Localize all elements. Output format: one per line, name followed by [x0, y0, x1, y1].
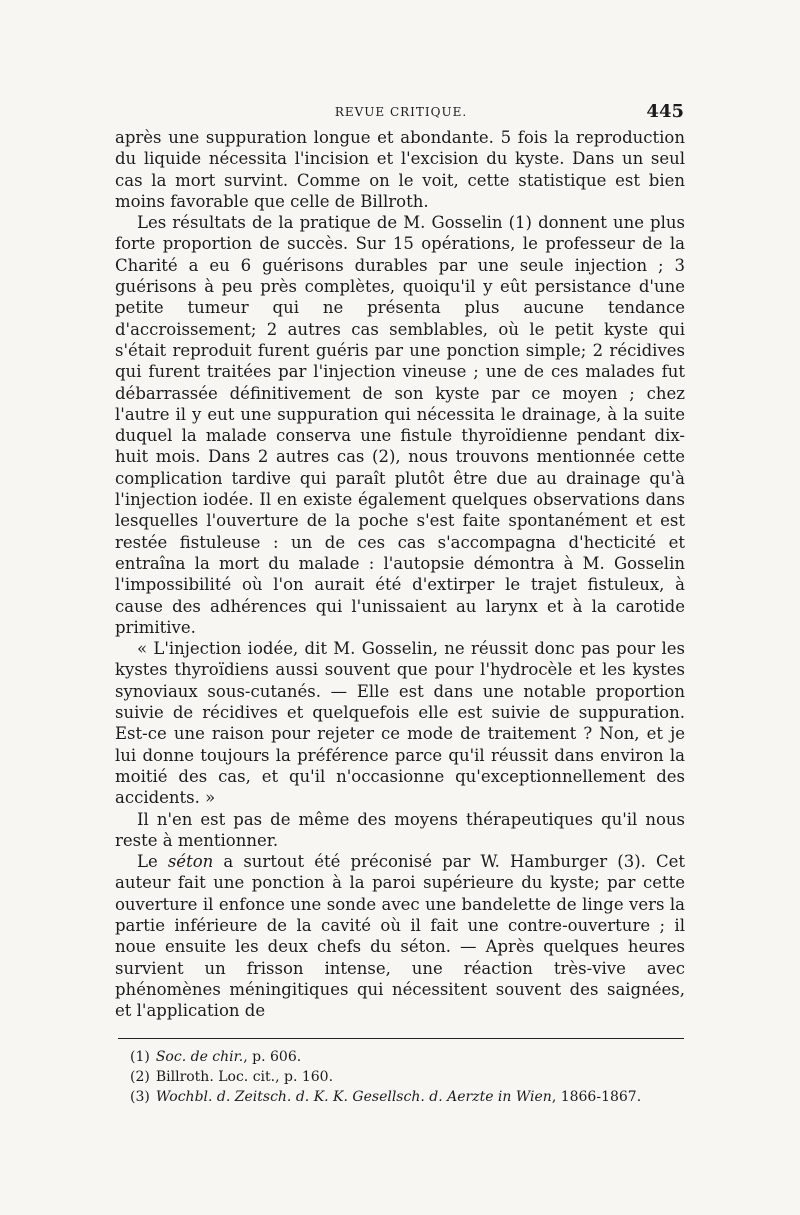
footnote-citation: Billroth. Loc. cit., p. 160.: [155, 1069, 334, 1085]
page-number: 445: [646, 101, 684, 122]
footnote-number: (1): [130, 1049, 150, 1065]
footnotes: [130, 1047, 686, 1107]
footnote-number: (2): [130, 1069, 150, 1085]
page-header: [118, 101, 684, 125]
paragraph: après une suppuration longue et abondante. 5 fois la reproduction du liquide nécessita l'incision et l'excision du kyste. Dans un seul cas la mort survint. Comme on le voit, cette statistique est bien moins favorable que celle de Billroth.: [115, 128, 685, 211]
footnote-citation-rest: , 1866-1867.: [551, 1089, 642, 1105]
italic-term: séton: [167, 852, 214, 872]
footnote-number: (3): [130, 1089, 150, 1105]
footnote-citation-rest: , p. 606.: [243, 1049, 302, 1065]
footnote-1: [130, 1047, 686, 1067]
running-head: REVUE CRITIQUE.: [334, 105, 468, 119]
footnote-2: [130, 1067, 686, 1087]
footnote-citation-italic: Soc. de chir.: [155, 1049, 244, 1065]
paragraph: [115, 851, 685, 1021]
paragraph: Il n'en est pas de même des moyens thérapeutiques qu'il nous reste à mentionner.: [115, 809, 685, 850]
paragraph: Les résultats de la pratique de M. Gosselin (1) donnent une plus forte proportion de succès. Sur 15 opérations, le professeur de la Charité a eu 6 guérisons durables par une seule injection ; 3 guérisons à peu près complètes, quoiqu'il y eût persistance d'une petite tumeur qui ne présenta plus aucune tendance d'accroissement; 2 autres cas semblables, où le petit kyste qui s'était reproduit furent guéris par une ponction simple; 2 récidives qui furent traitées par l'injection vineuse ; une de ces malades fut débarrassée définitivement de son kyste par ce moyen ; chez l'autre il y eut une suppuration qui nécessita le drainage, à la suite duquel la malade conserva une fistule thyroïdienne pendant dix-huit mois. Dans 2 autres cas (2), nous trouvons mentionnée cette complication tardive qui paraît plutôt être due au drainage qu'à l'injection iodée. Il en existe également quelques observations dans lesquelles l'ouverture de la poche s'est faite spontanément et est restée fistuleuse : un de ces cas s'accompagna d'hecticité et entraîna la mort du malade : l'autopsie démontra à M. Gosselin l'impossibilité où l'on aurait été d'extirper le trajet fistuleux, à cause des adhérences qui l'unissaient au larynx et à la carotide primitive.: [115, 213, 685, 637]
paragraph-quotation: « L'injection iodée, dit M. Gosselin, ne réussit donc pas pour les kystes thyroïdiens aussi souvent que pour l'hydrocèle et les kystes synoviaux sous-cutanés. — Elle est dans une notable proportion suivie de récidives et quelquefois elle est suivie de suppuration. Est-ce une raison pour rejeter ce mode de traitement ? Non, et je lui donne toujours la préférence parce qu'il réussit dans environ la moitié des cas, et qu'il n'occasionne qu'exceptionnellement des accidents. »: [115, 639, 685, 808]
footnote-3: [130, 1087, 686, 1107]
footnote-divider: [118, 1038, 684, 1039]
body-text: [115, 127, 685, 1021]
footnote-citation-italic: Wochbl. d. Zeitsch. d. K. K. Gesellsch. d. Aerzte in Wien: [155, 1089, 552, 1105]
paragraph-rest: a surtout été préconisé par W. Hamburger (3). Cet auteur fait une ponction à la paroi supérieure du kyste; par cette ouverture il enfonce une sonde avec une bandelette de linge vers la partie inférieure de la cavité où il fait une contre-ouverture ; il noue ensuite les deux chefs du séton. — Après quelques heures survient un frisson intense, une réaction très-vive avec phénomènes méningitiques qui nécessitent souvent des saignées, et l'application de: [115, 852, 686, 1021]
paragraph-lead: Le: [137, 852, 168, 872]
